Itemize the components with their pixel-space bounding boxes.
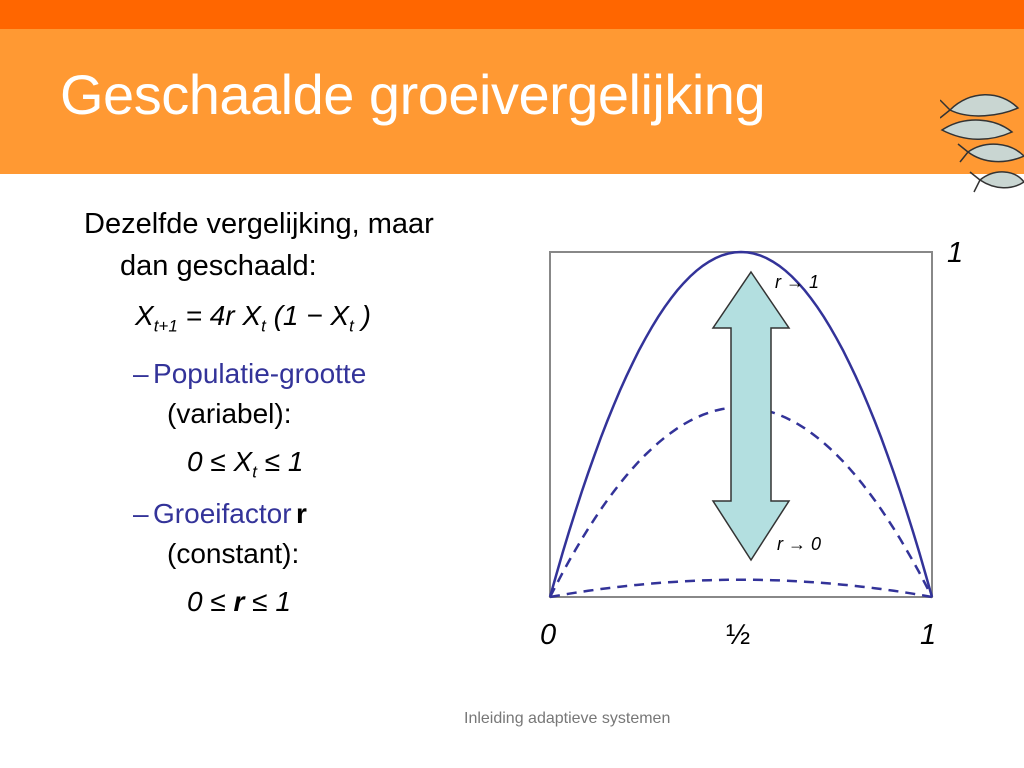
- growth-range: 0 ≤ r ≤ 1: [187, 586, 291, 617]
- top-accent-bar: [0, 0, 1024, 29]
- x-tick-0: 0: [540, 619, 557, 651]
- x-tick-half: ½: [726, 619, 751, 651]
- bullet-growth-symbol: r: [295, 498, 307, 529]
- annotation-r-to-1: r → 1: [775, 272, 820, 292]
- scaled-equation: $X_{t+1} = 4r$ $X_t$ ($1 - X_t$ ): [135, 300, 371, 336]
- curve-series-2: [550, 580, 932, 597]
- bullet-growth-label: Groeifactor: [153, 498, 292, 529]
- logistic-curves-chart: [530, 230, 970, 660]
- fish-logo-icon: [940, 70, 1024, 205]
- population-range: $0 \le X_t \le 1$: [187, 446, 304, 482]
- annotation-r-to-0: r → 0: [777, 534, 822, 554]
- slide-title: Geschaalde groeivergelijking: [60, 63, 766, 126]
- bullet-growth: – Groeifactor r: [133, 498, 307, 529]
- y-top-label: 1: [947, 237, 964, 269]
- intro-line-2: dan geschaald:: [120, 250, 317, 282]
- intro-line-1: Dezelfde vergelijking, maar: [84, 208, 434, 240]
- bullet-population: – Populatie-grootte: [133, 358, 367, 389]
- bullet-population-line2: (variabel):: [167, 398, 292, 429]
- double-arrow-icon: [713, 272, 789, 560]
- bullet-population-label: Populatie-grootte: [153, 358, 367, 389]
- footer-text: Inleiding adaptieve systemen: [464, 710, 671, 727]
- x-tick-1: 1: [920, 619, 937, 651]
- bullet-growth-line2: (constant):: [167, 538, 300, 569]
